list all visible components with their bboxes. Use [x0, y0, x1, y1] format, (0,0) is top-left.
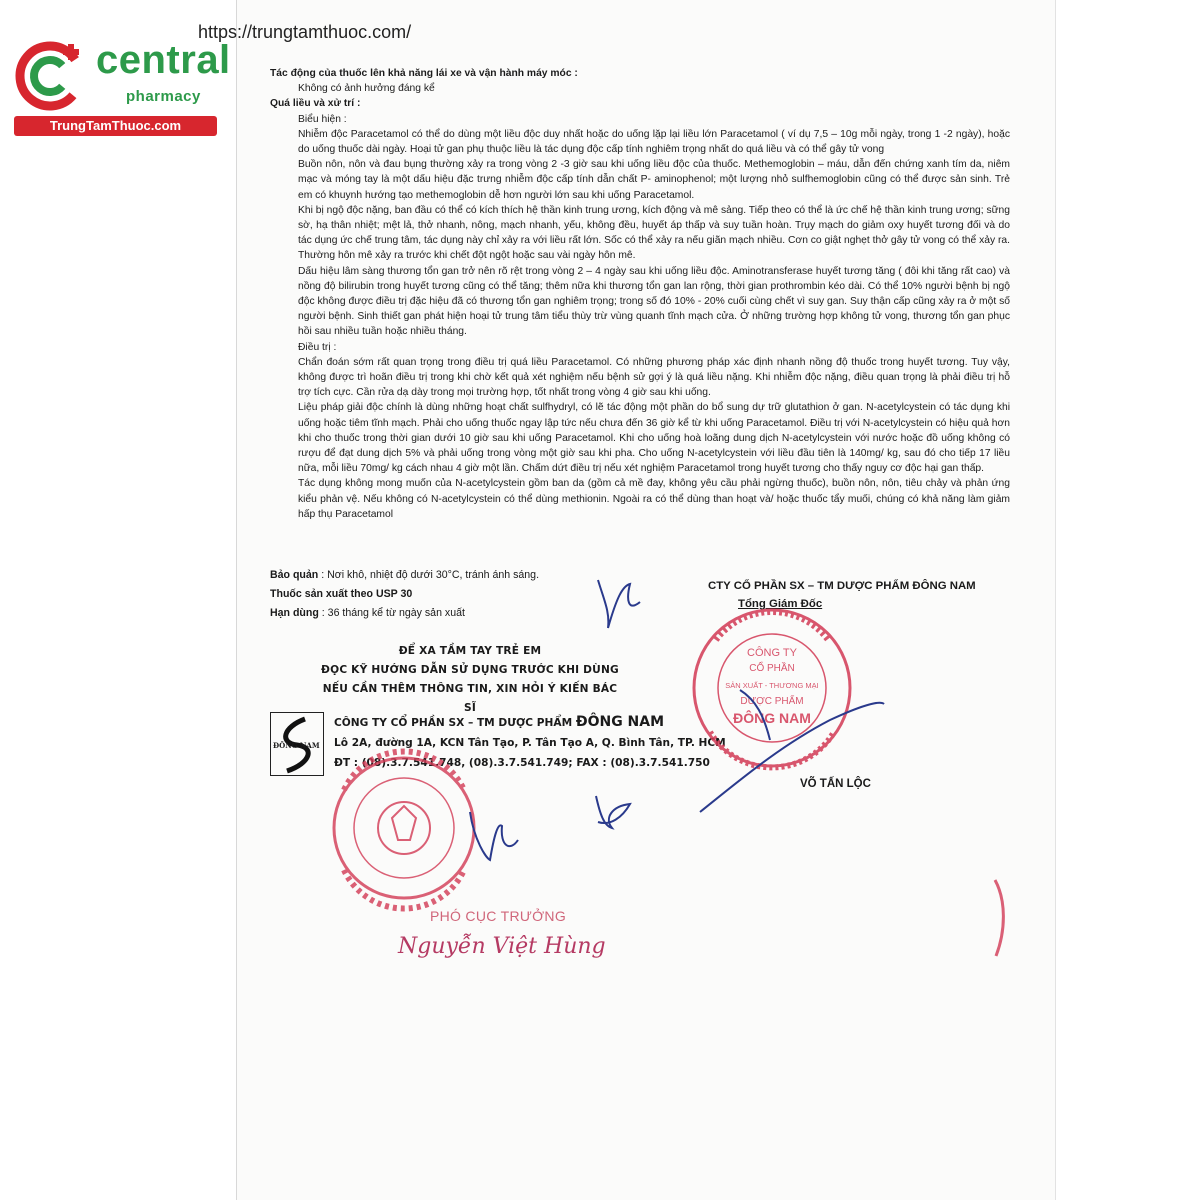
paragraph-2: Buồn nôn, nôn và đau bụng thường xảy ra trong vòng 2 -3 giờ sau khi uống liều độc của thuốc. Methemoglobin – máu, dẫn đến chứng xanh tím da, niêm mạc và móng tay là một dấu hiệu đặc trưng nhiễm độc cấp tính dẫn chất P- aminophenol; một lượng nhỏ sulfhemoglobin cũng có thể được sản sinh. Trẻ em có khuynh hướng tạo methemoglobin dễ hơn người lớn sau khi uống Paracetamol. [298, 159, 1010, 201]
signatory-name: VÕ TẤN LỘC [800, 778, 871, 790]
warning-line-1: ĐỂ XA TẦM TAY TRẺ EM [398, 645, 542, 657]
manufacturer-address: Lô 2A, đường 1A, KCN Tân Tạo, P. Tân Tạo A, Q. Bình Tân, TP. HCM [334, 737, 726, 749]
standard-text: Thuốc sản xuất theo USP 30 [270, 588, 413, 600]
manufacturer-name-prefix: CÔNG TY CỔ PHẦN SX – TM DƯỢC PHẨM [334, 717, 573, 729]
logo-sub-text: pharmacy [126, 88, 201, 105]
treatment-heading: Điều trị : [298, 341, 337, 353]
company-stamp [694, 610, 850, 767]
driving-text: Không có ảnh hưởng đáng kể [298, 83, 435, 95]
storage-text: : Nơi khô, nhiệt độ dưới 30°C, tránh ánh sáng. [321, 569, 540, 581]
approval-title: PHÓ CỤC TRƯỞNG [430, 908, 567, 924]
expiry-label: Hạn dùng [270, 607, 319, 619]
dong-nam-logo-label: ĐÔNG NAM [273, 741, 320, 750]
handwritten-signatures [470, 580, 884, 860]
symptoms-heading: Biểu hiện : [298, 113, 347, 125]
paragraph-7: Tác dụng không mong muốn của N-acetylcystein gồm ban da (gồm cả mề đay, không yêu cầu phải ngừng thuốc), buồn nôn, nôn, tiêu chảy và phản ứng kiểu phản vệ. Nếu không có N-acetylcystein có thể dùng methionin. Ngoài ra có thể dùng than hoạt và/ hoặc thuốc tẩy muối, chúng có khả năng làm giảm hấp thụ Paracetamol [298, 478, 1010, 520]
stamp-line-4: DƯỢC PHẨM [740, 696, 804, 707]
paragraph-6: Liệu pháp giải độc chính là dùng những hoạt chất sulfhydryl, có lẽ tác động một phần do bổ sung dự trữ glutathion ở gan. N-acetylcystein có tác dụng khi uống hoặc tiêm tĩnh mạch. Phải cho uống thuốc ngay lập tức nếu chưa đến 36 giờ kể từ khi uống Paracetamol. Điều trị với N-acetylcystein có hiệu quả hơn khi cho thuốc trong thời gian dưới 10 giờ sau khi uống Paracetamol. Khi cho uống hoà loãng dung dịch N-acetylcystein với nước hoặc đồ uống không có rượu để đạt dung dịch 5% và phải uống trong vòng một giờ sau khi pha. Cho uống N-acetylcystein với liều đầu tiên là 140mg/ kg, sau đó cho tiếp 17 liều nữa, mỗi liều 70mg/ kg cách nhau 4 giờ một lần. Chấm dứt điều trị nếu xét nghiệm Paracetamol trong huyết tương cho thấy nguy cơ độc hại gan thấp. [298, 402, 1010, 475]
logo-brand-text: central [96, 38, 231, 82]
stamp-line-1: CÔNG TY [747, 647, 797, 659]
manufacturer-name-big: ĐÔNG NAM [575, 714, 665, 730]
paragraph-4: Dấu hiệu lâm sàng thương tổn gan trở nên rõ rệt trong vòng 2 – 4 ngày sau khi uống liều độc. Aminotransferase huyết tương tăng ( đôi khi tăng rất cao) và nồng độ bilirubin trong huyết tương cũng có thể tăng; thêm nữa khi thương tổn gan lan rộng, thời gian prothrombin kéo dài. Có thể 10% người bệnh bị ngộ độc không được điều trị đặc hiệu đã có thương tổn gan nghiêm trọng; trong số đó 10% - 20% cuối cùng chết vì suy gan. Suy thận cấp cũng xảy ra ở một số người bệnh. Sinh thiết gan phát hiện hoại tử trung tâm tiểu thùy trừ vùng quanh tĩnh mạch cửa. Ở những trường hợp không tử vong, thương tổn gan phục hồi sau nhiều tuần hoặc nhiều tháng. [298, 265, 1010, 338]
approval-name: Nguyễn Việt Hùng [398, 934, 606, 959]
storage-label: Bảo quản [270, 569, 319, 581]
warning-line-3: NẾU CẦN THÊM THÔNG TIN, XIN HỎI Ý KIẾN BÁC SĨ [322, 683, 618, 714]
stamp-line-5: ĐÔNG NAM [733, 710, 811, 726]
logo-banner: TrungTamThuoc.com [14, 116, 217, 136]
stamp-line-2: CỔ PHẦN [749, 663, 795, 674]
manufacturer-phone: ĐT : (08).3.7.541.748, (08).3.7.541.749; FAX : (08).3.7.541.750 [334, 757, 710, 769]
agency-stamp [334, 751, 474, 908]
stamp-line-3: SẢN XUẤT - THƯƠNG MẠI [725, 681, 819, 690]
driving-heading: Tác động của thuốc lên khả năng lái xe và vận hành máy móc : [270, 68, 578, 79]
signatory-title: Tổng Giám Đốc [738, 598, 823, 610]
overdose-heading: Quá liều và xử trí : [270, 98, 361, 110]
expiry-text: : 36 tháng kể từ ngày sản xuất [321, 607, 465, 619]
paragraph-1: Nhiễm độc Paracetamol có thể do dùng một liều độc duy nhất hoặc do uống lặp lại liều lớn Paracetamol ( ví dụ 7,5 – 10g mỗi ngày, trong 1 -2 ngày), hoặc do uống thuốc dài ngày. Hoại tử gan phụ thuộc liều là tác dụng độc cấp tính nghiêm trọng nhất do quá liều và có thể gây tử vong [298, 128, 1010, 156]
signatory-company: CTY CỔ PHẦN SX – TM DƯỢC PHẨM ĐÔNG NAM [708, 580, 976, 592]
paragraph-5: Chẩn đoán sớm rất quan trọng trong điều trị quá liều Paracetamol. Có những phương pháp xác định nhanh nồng độ thuốc trong huyết tương. Tuy vậy, không được trì hoãn điều trị trong khi chờ kết quả xét nghiệm nếu bệnh sử gợi ý là quá liều nặng. Khi nhiễm độc nặng, điều quan trọng là phải điều trị hỗ trợ tích cực. Cần rửa dạ dày trong mọi trường hợp, tốt nhất trong vòng 4 giờ sau khi uống. [298, 356, 1010, 399]
source-url[interactable]: https://trungtamthuoc.com/ [198, 22, 412, 42]
warning-line-2: ĐỌC KỸ HƯỚNG DẪN SỬ DỤNG TRƯỚC KHI DÙNG [321, 664, 619, 676]
paragraph-3: Khi bị ngộ độc nặng, ban đầu có thể có kích thích hệ thần kinh trung ương, kích động và mê sảng. Tiếp theo có thể là ức chế hệ thần kinh trung ương; sững sờ, hạ thân nhiệt; mệt lả, thở nhanh, nông, mạch nhanh, yếu, không đều, huyết áp thấp và suy tuần hoàn. Trụy mạch do giảm oxy huyết tương đối và do tác dụng ức chế trung tâm, tác dụng này chỉ xảy ra với liều rất lớn. Sốc có thể xảy ra nếu giãn mạch nhiều. Cơn co giật nghẹt thở gây tử vong có thể xảy ra. Thường hôn mê xảy ra trước khi chết đột ngột hoặc sau vài ngày hôn mê. [298, 204, 1010, 262]
